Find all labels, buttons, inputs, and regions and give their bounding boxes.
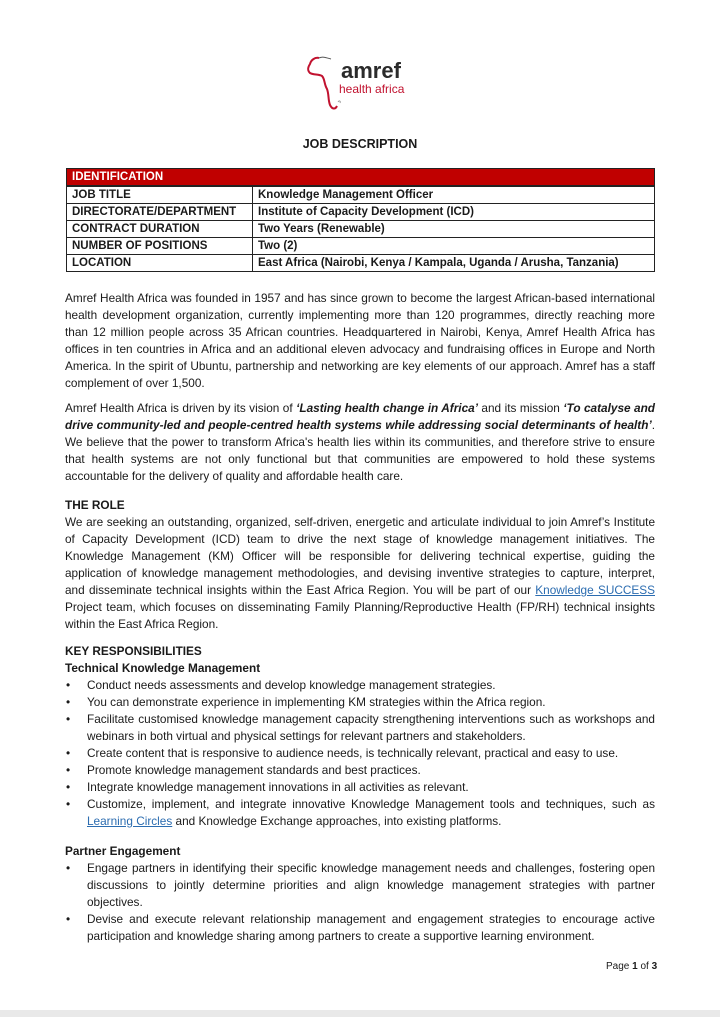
identification-table — [66, 168, 655, 272]
table-row — [67, 238, 655, 255]
mission-statement: ‘To catalyse and drive community-led and people-centred health systems while addressing social determinants of health’ — [65, 401, 655, 432]
logo-wordmark: amref — [341, 58, 401, 83]
list-item: • Devise and execute relevant relationship management and engagement strategies to encourage active participation and knowledge sharing among partners to create a supportive learning environment. — [65, 911, 655, 945]
list-item — [65, 796, 655, 830]
vision-text: Amref Health Africa is driven by its vision of — [65, 401, 297, 415]
list-item: • You can demonstrate experience in implementing KM strategies within the Africa region. — [65, 694, 655, 711]
role-text: Project team, which focuses on disseminating Family Planning/Reproductive Health (FP/RH) technical insights within the East Africa Region. — [65, 600, 655, 631]
list-item: • Engage partners in identifying their specific knowledge management needs and challenges, fostering open discussions to jointly determine priorities and align knowledge management strategies with partner objectives. — [65, 860, 655, 911]
item-text: and Knowledge Exchange approaches, into existing platforms. — [172, 814, 502, 828]
row-key: JOB TITLE — [67, 186, 253, 204]
table-row — [67, 186, 655, 204]
role-heading: THE ROLE — [65, 498, 125, 512]
row-key: DIRECTORATE/DEPARTMENT — [67, 204, 253, 221]
of-label: of — [637, 961, 652, 972]
row-value: Knowledge Management Officer — [253, 186, 655, 204]
role-text: We are seeking an outstanding, organized, self-driven, energetic and articulate individual to join Amref’s Institute of Capacity Development (ICD) team to drive the next stage of knowledge management initiatives. The Knowledge Management (KM) Officer will be responsible for delivering technical expertise, guiding the application of knowledge management methodologies, and devising inventive strategies to capture, interpret, and disseminate technical insights within the East Africa Region. You will be part of our — [65, 515, 655, 597]
row-key: CONTRACT DURATION — [67, 221, 253, 238]
role-section — [65, 497, 655, 633]
page-title: JOB DESCRIPTION — [302, 137, 418, 151]
tkm-heading: Technical Knowledge Management — [65, 661, 261, 675]
role-paragraph — [65, 514, 655, 633]
page-label: Page — [606, 961, 633, 972]
about-paragraph: Amref Health Africa was founded in 1957 and has since grown to become the largest African-based international health development organization, currently implementing more than 120 programmes, directly reaching more than 12 million people across 35 African countries. Headquartered in Nairobi, Kenya, Amref Health Africa has offices in ten countries in Africa and an additional eleven advocacy and fundraising offices in Europe and North America. In the spirit of Ubuntu, partnership and networking are key elements of our approach. Amref has a staff complement of over 1,500. — [65, 291, 655, 390]
list-item: • Facilitate customised knowledge management capacity strengthening interventions such as workshops and webinars in both virtual and physical settings for relevant partners and stakeholders. — [65, 711, 655, 745]
identification-header: IDENTIFICATION — [67, 169, 655, 187]
responsibilities-section — [65, 643, 655, 830]
table-row — [67, 204, 655, 221]
partner-list — [65, 860, 655, 945]
partner-section — [65, 843, 655, 945]
current-page: 1 — [632, 961, 638, 972]
table-row — [67, 221, 655, 238]
row-value: Institute of Capacity Development (ICD) — [253, 204, 655, 221]
list-item: • Conduct needs assessments and develop knowledge management strategies. — [65, 677, 655, 694]
vision-text: and its mission — [477, 401, 564, 415]
row-key: NUMBER OF POSITIONS — [67, 238, 253, 255]
row-value: Two (2) — [253, 238, 655, 255]
tkm-list — [65, 677, 655, 830]
vision-paragraph — [65, 400, 655, 485]
row-key: LOCATION — [67, 255, 253, 272]
vision-statement: ‘Lasting health change in Africa’ — [296, 401, 478, 415]
table-row — [67, 255, 655, 272]
list-item: • Promote knowledge management standards and best practices. — [65, 762, 655, 779]
knowledge-success-link[interactable]: Knowledge SUCCESS — [535, 583, 655, 597]
partner-heading: Partner Engagement — [65, 844, 181, 858]
row-value: Two Years (Renewable) — [253, 221, 655, 238]
amref-logo — [305, 54, 415, 116]
vision-text: . We believe that the power to transform Africa's health lies within its communities, and therefore strive to ensure that health systems are not only functional but that communities are empowered to hold these systems accountable for the delivery of quality and affordable health care. — [65, 418, 655, 483]
total-pages: 3 — [651, 961, 658, 972]
list-item: • Integrate knowledge management innovations in all activities as relevant. — [65, 779, 655, 796]
row-value: East Africa (Nairobi, Kenya / Kampala, Uganda / Arusha, Tanzania) — [253, 255, 655, 272]
list-item: • Create content that is responsive to audience needs, is technically relevant, practical and easy to use. — [65, 745, 655, 762]
logo-tagline: health africa — [339, 82, 405, 96]
learning-circles-link[interactable]: Learning Circles — [87, 814, 173, 828]
page-number — [606, 961, 657, 972]
item-text: Customize, implement, and integrate innovative Knowledge Management tools and techniques, such as — [87, 797, 655, 811]
viewer-bottom-bar — [0, 1010, 720, 1017]
responsibilities-heading: KEY RESPONSIBILITIES — [65, 644, 202, 658]
